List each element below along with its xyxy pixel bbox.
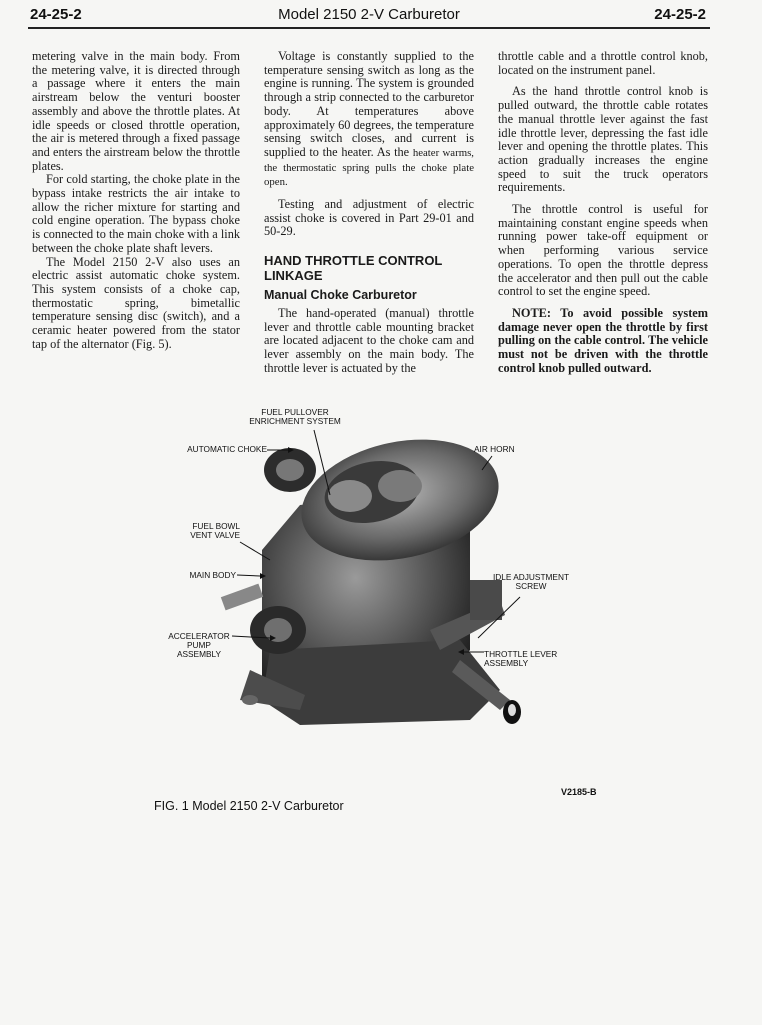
- text-column-3: [498, 50, 708, 375]
- paragraph: The throttle control is useful for maintaining constant engine speeds when running power take-off equipment or when performing various service operations. To open the throttle depress the accelerator and then pull out the cable control to set the engine speed.: [498, 202, 708, 299]
- label-air-horn: AIR HORN: [474, 444, 515, 454]
- paragraph: As the hand throttle control knob is pulled outward, the throttle cable rotates the manual throttle lever against the fast idle throttle lever, depressing the fast idle lever and opening the throttle plates. This action gradually increases the engine speed to suit the truck operators requirements.: [498, 84, 708, 195]
- label-fuel-bowl-vent-valve: FUEL BOWL VENT VALVE: [190, 521, 240, 540]
- paragraph: The Model 2150 2-V also uses an electric assist automatic choke system. This system consists of a choke cap, thermostatic spring, bimetallic temperature sensing disc (switch), and a ceramic heater powered from the stator tap of the alternator (Fig. 5).: [32, 254, 240, 351]
- label-fuel-pullover: FUEL PULLOVER ENRICHMENT SYSTEM: [249, 407, 341, 426]
- figure-code: V2185-B: [561, 787, 597, 797]
- page-number-left: 24-25-2: [30, 6, 82, 23]
- paragraph-text-small: heater warms, the thermostatic spring pulls the choke plate open.: [264, 146, 474, 189]
- page-header: [0, 0, 762, 32]
- text-column-2: [264, 50, 474, 375]
- label-accelerator-pump: ACCELERATOR PUMP ASSEMBLY: [168, 631, 230, 659]
- label-automatic-choke: AUTOMATIC CHOKE: [187, 444, 267, 454]
- carburetor-illustration: [0, 400, 762, 820]
- page-number-right: 24-25-2: [654, 6, 706, 23]
- page-title: Model 2150 2-V Carburetor: [278, 6, 460, 23]
- label-main-body: MAIN BODY: [189, 570, 236, 580]
- paragraph: metering valve in the main body. From the metering valve, it is directed through a passage where it enters the main airstream below the venturi booster assembly and above the throttle plates. At idle speeds or closed throttle operation, the air is metered through a fixed passage and enters the airstream below the throttle plates.: [32, 49, 240, 173]
- sub-heading: Manual Choke Carburetor: [264, 288, 417, 303]
- note-paragraph: NOTE: To avoid possible system damage never open the throttle by first pulling on the cable control. The vehicle must not be driven with the throttle control knob pulled outward.: [498, 305, 708, 375]
- label-idle-adjustment-screw: IDLE ADJUSTMENT SCREW: [492, 572, 570, 591]
- section-heading: HAND THROTTLE CONTROL LINKAGE: [264, 253, 443, 284]
- figure-caption: FIG. 1 Model 2150 2-V Carburetor: [154, 799, 344, 813]
- paragraph: For cold starting, the choke plate in the bypass intake restricts the air intake to allow the richer mixture for starting and cold engine operation. The bypass choke is connected to the main choke with a link between the choke plate shaft levers.: [32, 172, 240, 255]
- paragraph-text: Voltage is constantly supplied to the temperature sensing switch as long as the engine is running. The system is grounded through a strip connected to the carburetor body. At temperatures above approximately 60 degrees, the temperature sensing switch closes, and current is supplied to the heater. As the: [264, 49, 474, 159]
- text-column-1: [32, 50, 240, 351]
- paragraph: The hand-operated (manual) throttle lever and throttle cable mounting bracket are located adjacent to the choke cam and lever assembly on the main body. The throttle lever is actuated by the: [264, 305, 474, 375]
- paragraph: Testing and adjustment of electric assist choke is covered in Part 29-01 and 50-29.: [264, 197, 474, 239]
- paragraph: [264, 50, 474, 190]
- carburetor-figure: [0, 400, 762, 820]
- label-throttle-lever: THROTTLE LEVER ASSEMBLY: [484, 649, 558, 668]
- header-rule: [28, 27, 710, 29]
- paragraph: throttle cable and a throttle control knob, located on the instrument panel.: [498, 49, 708, 77]
